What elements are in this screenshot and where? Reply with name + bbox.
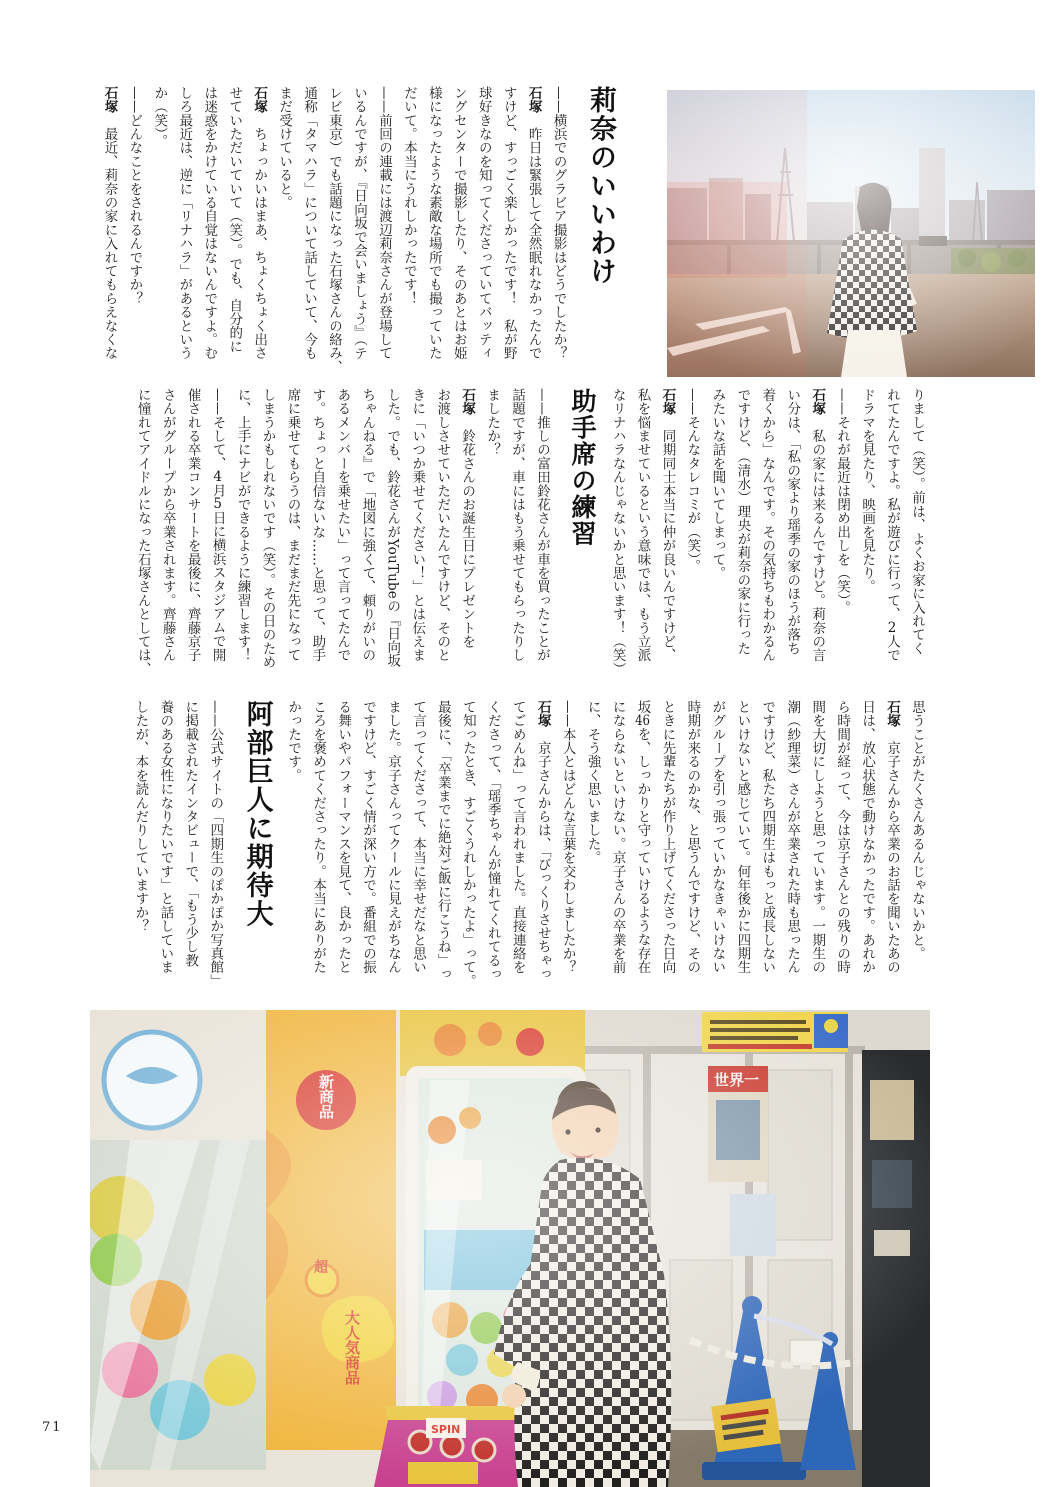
interview-band-top xyxy=(78,86,626,378)
text-column: 催される卒業コンサートを最後に、齊藤京子 xyxy=(184,388,201,662)
text-column: お渡しさせていただいたんですけど、そのと xyxy=(434,388,451,662)
speaker-name: 石塚 xyxy=(525,86,542,114)
text-column: 石塚 同期同士本当に仲が良いんですけど、 xyxy=(659,388,676,663)
text-column: は迷惑をかけている自覚はないんですよ。む xyxy=(201,86,218,360)
text-column: なリナハラなんじゃないかと思います！（笑） xyxy=(609,388,626,676)
text-column: ——それが最近は閉め出しを（笑）。 xyxy=(834,388,851,615)
text-column: した。でも、鈴花さんがYouTubeの『日向坂 xyxy=(384,388,401,668)
text-column: くださって、「瑶季ちゃんが憧れてくれてるっ xyxy=(484,700,501,981)
text-column: 話題ですが、車にはもう乗せてもらったりし xyxy=(509,388,526,662)
text-column: あるメンバーを乗せたい」って言ってたんで xyxy=(334,388,351,662)
interview-band-middle xyxy=(76,388,926,690)
text-column: 石塚 私の家には来るんですけど。莉奈の言 xyxy=(809,388,826,663)
text-column: 日は、放心状態で動けなかったです。あれか xyxy=(859,700,876,974)
text-column: がグループを引っ張っていかなきゃいけない xyxy=(709,700,726,974)
speaker-name: 石塚 xyxy=(459,388,476,416)
text-column: る舞いやパフォーマンスを見て、良かったと xyxy=(335,700,352,974)
text-column: りまして（笑）。前は、よくお家に入れてく xyxy=(909,388,925,656)
text-column: に掲載されたインタビューで、「もう少し教 xyxy=(182,700,199,968)
text-column: に、そう強く思いました。 xyxy=(584,700,601,865)
text-column: ですけど、すごく情が深い方で。番組での振 xyxy=(360,700,377,974)
speaker-name: 石塚 xyxy=(534,700,551,728)
text-column: かったです。 xyxy=(285,700,302,783)
text-column: ——そして、4月5日に横浜スタジアムで開 xyxy=(209,388,226,662)
speaker-name: 石塚 xyxy=(809,388,826,416)
text-column: 着くから」なんです。その気持ちもわかるん xyxy=(759,388,776,662)
text-column: に憧れてアイドルになった石塚さんとしては、 xyxy=(134,388,151,676)
haze-overlay xyxy=(667,90,1035,377)
text-column: か（笑）。 xyxy=(151,86,168,148)
text-column: 時期が来るのかな、と思うんですけど、その xyxy=(684,700,701,974)
rooftop-photo-art xyxy=(667,90,1035,377)
text-column: ——どんなことをされるんですか？ xyxy=(126,86,143,306)
speaker-name: 石塚 xyxy=(659,388,676,416)
text-column: 石塚 昨日は緊張して全然眠れなかったんで xyxy=(525,86,542,361)
text-column: といけないと感じていて。何年後かに四期生 xyxy=(734,700,751,974)
text-column: 石塚 京子さんからは、「びっくりさせちゃっ xyxy=(534,700,551,981)
text-column: いるんですが、『日向坂で会いましょう』（テ xyxy=(350,86,367,361)
text-column: に、上手にナビができるように練習します！ xyxy=(234,388,251,662)
text-column: て知ったとき、すごくうれしかったよ」って。 xyxy=(459,700,476,988)
section-heading: 阿部巨人に期待大 xyxy=(241,700,273,928)
text-column: ころを褒めてくださったり。本当にありがた xyxy=(310,700,327,974)
text-column: ときに先輩たちが作り上げてくださった日向 xyxy=(659,700,676,974)
text-column: ドラマを見たり、映画を見たり。 xyxy=(859,388,876,594)
text-column: 間を大切にしようと思っています。一期生の xyxy=(809,700,826,974)
text-column: ——そんなタレコミが（笑）。 xyxy=(684,388,701,574)
text-column: 通称「タマハラ」について話していて、今も xyxy=(301,86,318,360)
text-column: しろ最近は、逆に「リナハラ」があるという xyxy=(176,86,193,360)
text-column: 養のある女性になりたいです」と話していま xyxy=(157,700,174,974)
text-column: 思うことがたくさんあるんじゃないかと。 xyxy=(909,700,925,961)
text-column: ですけど、（清水）理央が莉奈の家に行った xyxy=(734,388,751,656)
text-column: だいて。本当にうれしかったです！ xyxy=(400,86,417,306)
text-column: れてたんですよ。私が遊びに行って、2人で xyxy=(884,388,901,662)
section-heading: 助手席の練習 xyxy=(568,388,597,547)
text-column: 球好きなのを知ってくださっていてバッティ xyxy=(475,86,492,360)
text-column: ——推しの富田鈴花さんが車を買ったことが xyxy=(534,388,550,662)
text-column: ——横浜でのグラビア撮影はどうでしたか？ xyxy=(550,86,567,360)
rooftop-photo xyxy=(667,90,1035,377)
text-column: 坂46を、しっかりと守っていけるような存在 xyxy=(634,700,651,974)
text-column: 最後に、「卒業までに絶対ご飯に行こうね」っ xyxy=(434,700,451,981)
page-number: 71 xyxy=(42,1420,63,1435)
text-column: 石塚 京子さんから卒業のお話を聞いたあの xyxy=(884,700,901,975)
speaker-name: 石塚 xyxy=(251,86,268,114)
section-heading: 莉奈のいいわけ xyxy=(585,86,616,286)
text-column: まだ受けていると。 xyxy=(276,86,293,210)
arcade-photo-art xyxy=(90,1010,930,1487)
text-column: すけど、すっごく楽しかったです！ 私が野 xyxy=(500,86,517,360)
text-column: みたいな話を聞いてしまって。 xyxy=(709,388,726,580)
text-column: ——公式サイトの「四期生のぽかぽか写真館」 xyxy=(207,700,224,988)
interview-band-bottom xyxy=(76,700,926,1013)
text-column: せていただいていて（笑）。でも、自分的に xyxy=(226,86,243,354)
text-column: ですけど、私たち四期生はもっと成長しない xyxy=(759,700,776,974)
text-column: 石塚 最近、莉奈の家に入れてもらえなくな xyxy=(101,86,118,361)
text-column: て言ってくださって、本当に幸せだなと思い xyxy=(409,700,426,974)
text-column: ——本人とはどんな言葉を交わしましたか？ xyxy=(559,700,576,974)
text-column: きに「いつか乗せてください！」とは伝えま xyxy=(409,388,426,662)
text-column: にならないといけない。京子さんの卒業を前 xyxy=(609,700,626,974)
text-column: す。ちょっと自信ないな……と思って、助手 xyxy=(309,388,326,662)
flash-overlay xyxy=(90,1010,930,1487)
text-column: ました。京子さんってクールに見えがちなん xyxy=(384,700,401,974)
text-column: 石塚 ちょっかいはまあ、ちょくちょく出さ xyxy=(251,86,268,361)
text-column: ら時間が経って、今は京子さんとの残りの時 xyxy=(834,700,851,974)
text-column: ちゃんねる』で「地図に強くて、頼りがいの xyxy=(359,388,376,662)
text-column: 石塚 鈴花さんのお誕生日にプレゼントを xyxy=(459,388,476,649)
text-column: しまうかもしれないです（笑）。その日のため xyxy=(259,388,276,669)
text-column: したが、本を読んだりしていますか？ xyxy=(132,700,149,933)
text-column: ましたか？ xyxy=(484,388,501,457)
arcade-photo xyxy=(90,1010,930,1487)
text-column: ——前回の連載には渡辺莉奈さんが登場して xyxy=(375,86,392,360)
text-column: 席に乗せてもらうのは、まだまだ先になって xyxy=(284,388,301,662)
text-column: てごめんね」って言われました。直接連絡を xyxy=(509,700,526,974)
text-column: ングセンターで撮影したり、そのあとはお姫 xyxy=(450,86,467,360)
text-column: 私を悩ませているという意味では、もう立派 xyxy=(634,388,651,662)
text-column: 潮（紗理菜）さんが卒業された時も思ったん xyxy=(784,700,801,974)
speaker-name: 石塚 xyxy=(101,86,118,114)
text-column: 様になったような素敵な場所でも撮っていた xyxy=(425,86,442,360)
text-column: い分は、「私の家より瑶季の家のほうが落ち xyxy=(784,388,801,656)
speaker-name: 石塚 xyxy=(884,700,901,728)
text-column: さんがグループから卒業されます。齊藤さん xyxy=(159,388,176,662)
text-column: レビ東京）でも話題になった石塚さんの絡み、 xyxy=(326,86,343,374)
